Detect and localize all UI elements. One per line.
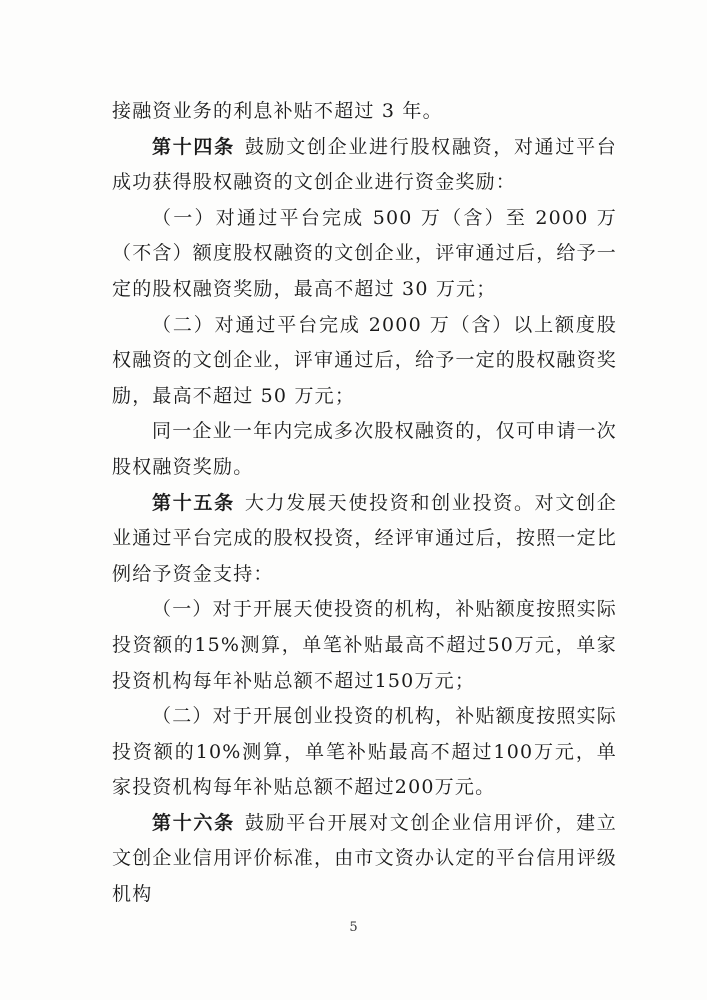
- article-number: 第十四条: [152, 135, 235, 158]
- paragraph: [112, 308, 617, 415]
- article-number: 第十六条: [152, 811, 235, 834]
- paragraph-text: 同一企业一年内完成多次股权融资的，仅可申请一次股权融资奖励。: [112, 420, 617, 478]
- paragraph-text: 接融资业务的利息补贴不超过 3 年。: [112, 100, 443, 122]
- paragraph-text: 鼓励文创企业进行股权融资，对通过平台成功获得股权融资的文创企业进行资金奖励：: [112, 135, 617, 194]
- paragraph-text: （一）对于开展天使投资的机构，补贴额度按照实际投资额的15%测算，单笔补贴最高不超过50万元，单家投资机构每年补贴总额不超过150万元；: [112, 598, 617, 692]
- paragraph: [112, 94, 617, 130]
- paragraph-text: （二）对通过平台完成 2000 万（含）以上额度股权融资的文创企业，评审通过后，给予一定的股权融资奖励，最高不超过 50 万元；: [112, 313, 618, 407]
- paragraph-text: 鼓励平台开展对文创企业信用评价，建立文创企业信用评价标准，由市文资办认定的平台信用评级机构: [112, 811, 618, 906]
- document-body: [112, 94, 617, 913]
- paragraph: [112, 414, 617, 485]
- article-number: 第十五条: [152, 491, 235, 514]
- paragraph-text: （二）对于开展创业投资的机构，补贴额度按照实际投资额的10%测算，单笔补贴最高不超过100万元，单家投资机构每年补贴总额不超过200万元。: [112, 705, 617, 799]
- paragraph: [112, 201, 617, 308]
- paragraph: [112, 699, 617, 806]
- article-15: [112, 486, 617, 593]
- article-16: [112, 806, 617, 913]
- page-number: 5: [349, 920, 358, 935]
- paragraph-text: （一）对通过平台完成 500 万（含）至 2000 万（不含）额度股权融资的文创企业，评审通过后，给予一定的股权融资奖励，最高不超过 30 万元；: [112, 206, 618, 300]
- paragraph: [112, 592, 617, 699]
- article-14: [112, 130, 617, 201]
- paragraph-text: 大力发展天使投资和创业投资。对文创企业通过平台完成的股权投资，经评审通过后，按照一定比例给予资金支持：: [112, 491, 618, 585]
